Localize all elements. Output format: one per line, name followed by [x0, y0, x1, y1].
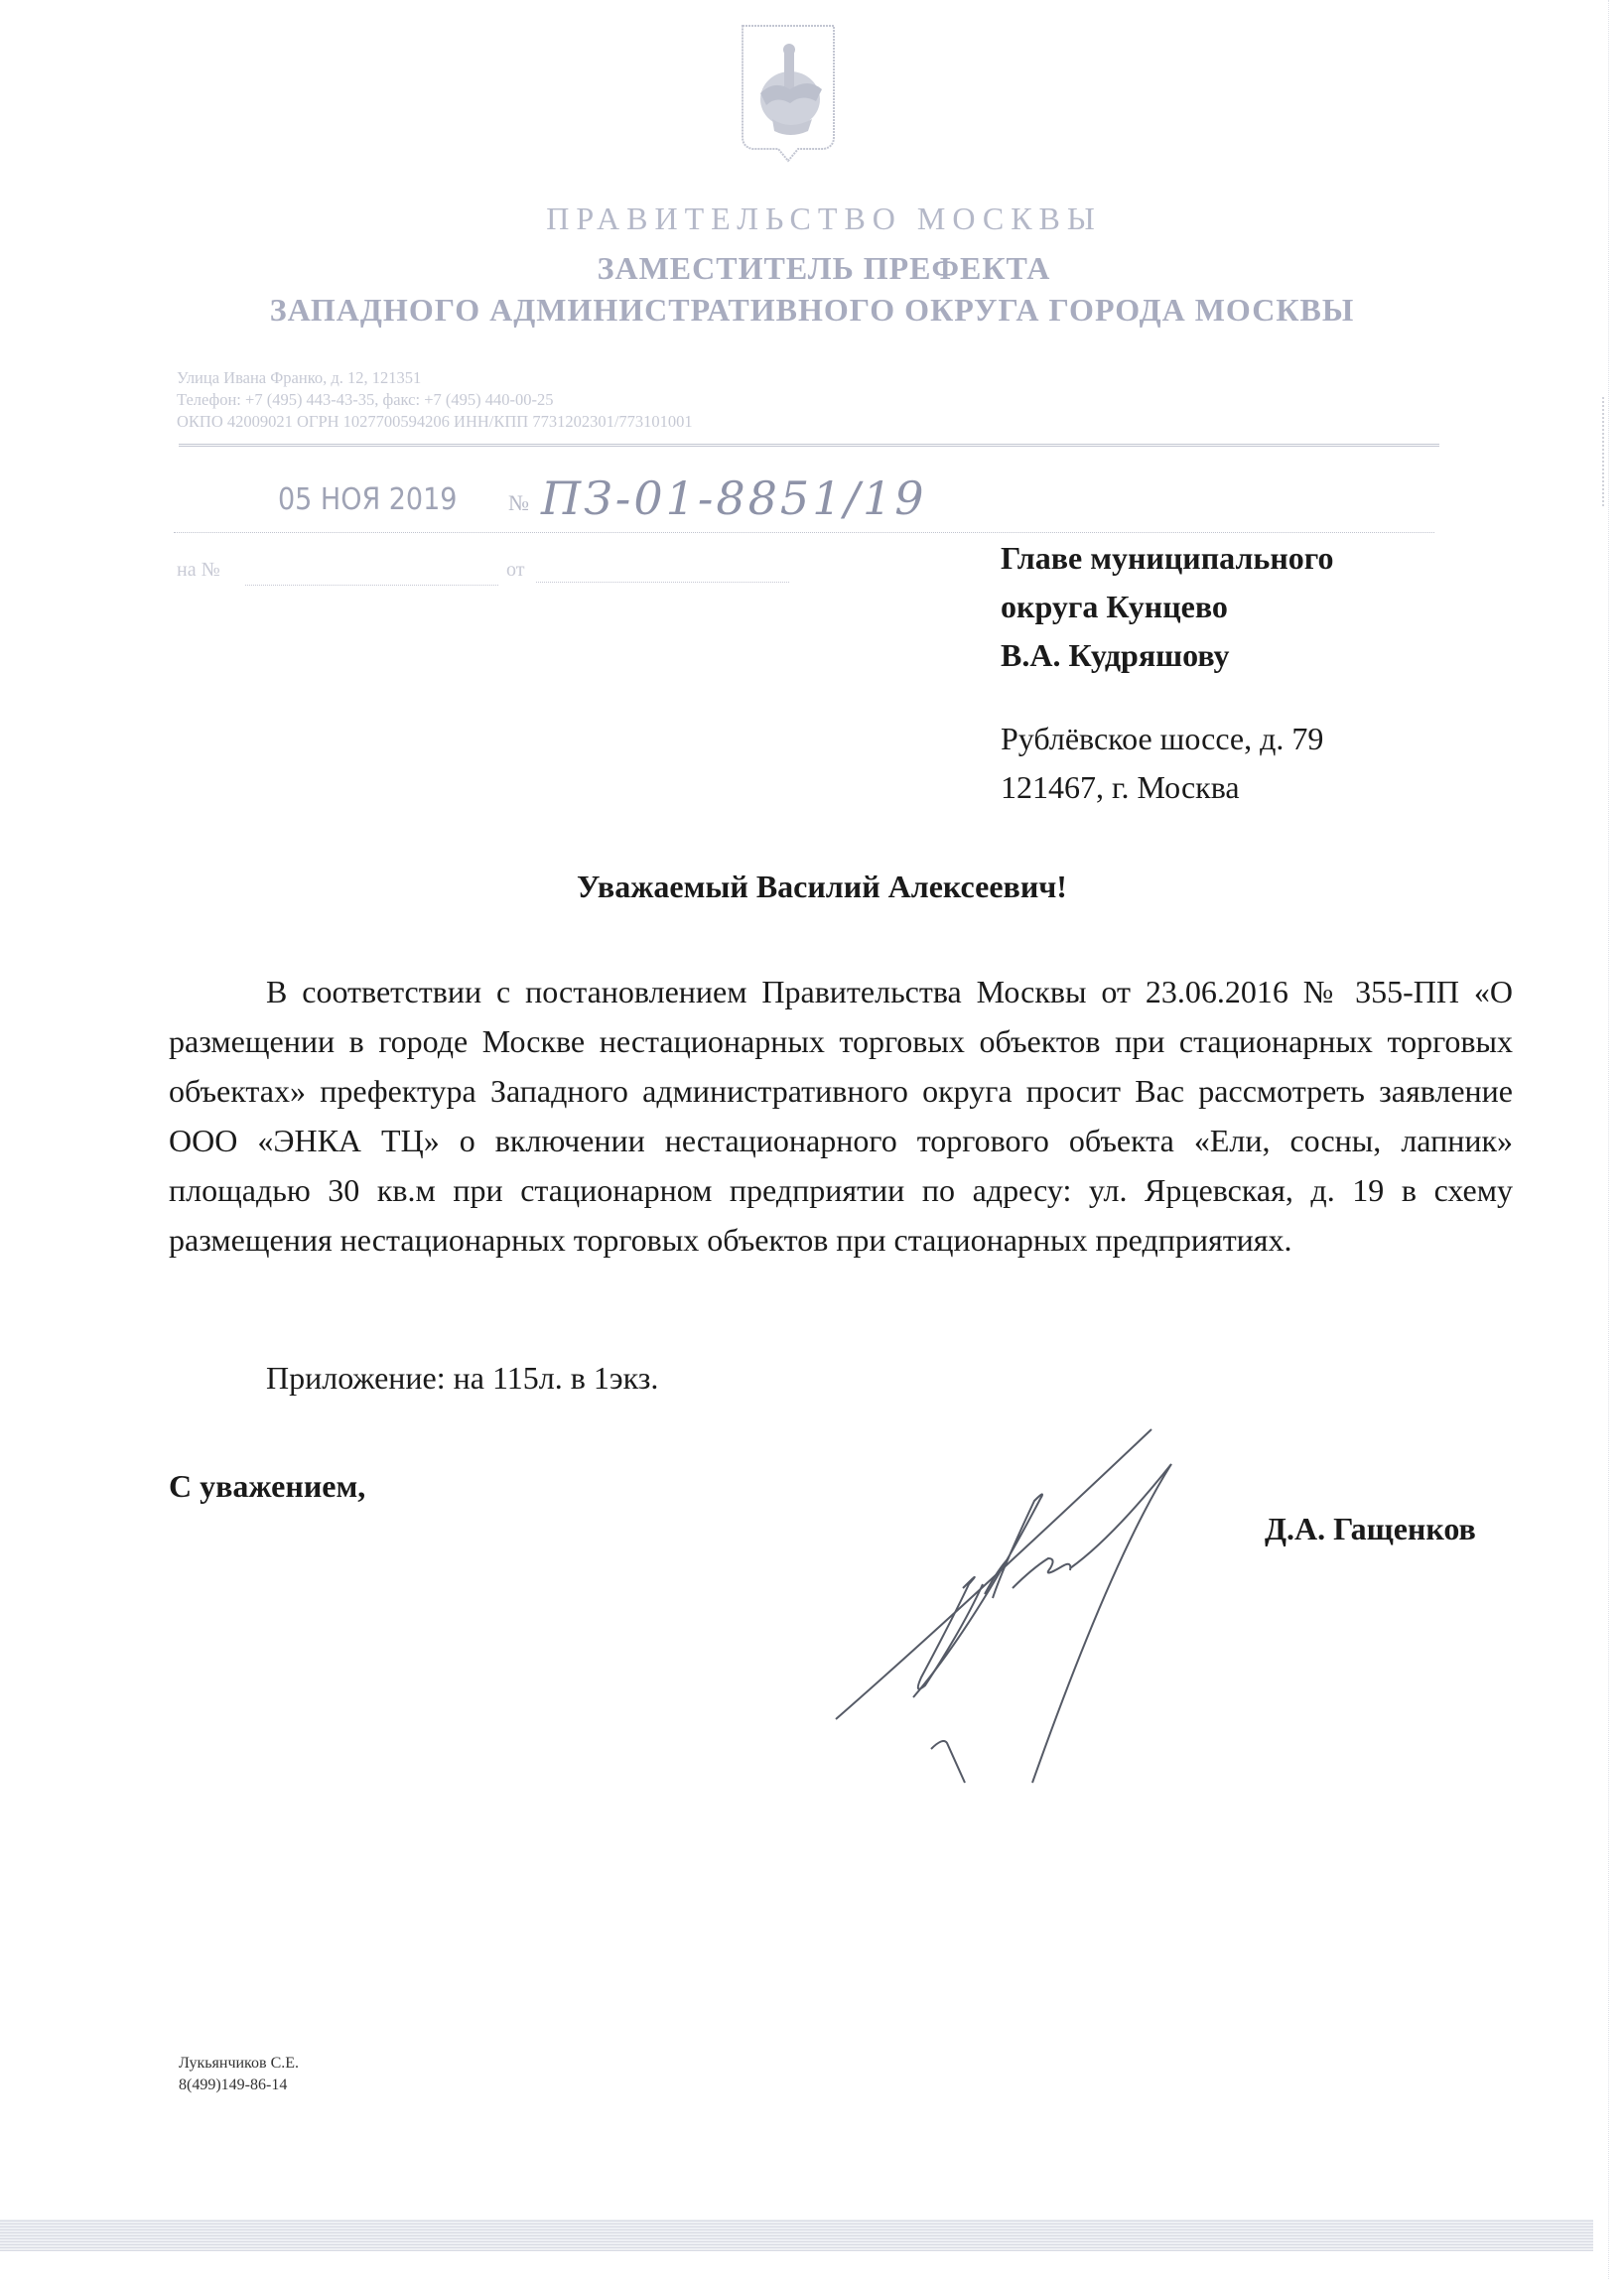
scan-artifact-band — [0, 2219, 1593, 2251]
addressee-postal-address — [1001, 715, 1323, 812]
closing-regards: С уважением, — [169, 1468, 366, 1504]
scan-edge-line — [1608, 0, 1611, 2279]
addressee-street: Рублёвское шоссе, д. 79 — [1001, 721, 1324, 756]
handwritten-signature-icon — [814, 1409, 1529, 1787]
reference-date-field — [536, 582, 789, 583]
addressee-city: 121467, г. Москва — [1001, 769, 1240, 805]
executor-info — [179, 2053, 299, 2096]
letterhead-government: ПРАВИТЕЛЬСТВО МОСКВЫ — [546, 201, 1102, 236]
body-paragraph: В соответствии с постановлением Правительства Москвы от 23.06.2016 № 355-ПП «О размещении в городе Москве нестационарных торговых объектов при стационарных торговых объектах» префектура Западного административного округа просит Вас рассмотреть заявление ООО «ЭНКА ТЦ» о включении нестационарного торгового объекта «Ели, сосны, лапник» площадью 30 кв.м при стационарном предприятии по адресу: ул. Ярцевская, д. 19 в схему размещения нестационарных торговых объектов при стационарных предприятиях. — [169, 974, 1513, 1258]
letterhead-address: Улица Ивана Франко, д. 12, 121351 — [177, 368, 422, 387]
letterhead-divider — [179, 444, 1439, 447]
reference-number-field — [245, 585, 498, 586]
reference-number-label: на № — [177, 559, 220, 581]
letterhead-registry-codes: ОКПО 42009021 ОГРН 1027700594206 ИНН/КПП 7731202301/773101001 — [177, 412, 693, 431]
executor-phone: 8(499)149-86-14 — [179, 2077, 288, 2093]
registration-date-stamp: 05 НОЯ 2019 — [278, 482, 458, 517]
signer-name: Д.А. Гащенков — [1265, 1511, 1476, 1546]
addressee-line-2: округа Кунцево — [1001, 589, 1228, 624]
letterhead-district: ЗАПАДНОГО АДМИНИСТРАТИВНОГО ОКРУГА ГОРОДА МОСКВЫ — [269, 292, 1355, 328]
letterhead-phones: Телефон: +7 (495) 443-43-35, факс: +7 (495) 440-00-25 — [177, 390, 554, 409]
registration-number: ПЗ-01-8851/19 — [541, 471, 927, 525]
addressee-name: В.А. Кудряшову — [1001, 637, 1230, 673]
registration-number-label: № — [508, 490, 529, 515]
salutation: Уважаемый Василий Алексеевич! — [577, 869, 1067, 904]
moscow-coat-of-arms-icon — [739, 20, 838, 167]
scan-margin-line — [1602, 397, 1604, 506]
reference-date-label: от — [506, 559, 525, 581]
executor-name: Лукьянчиков С.Е. — [179, 2055, 300, 2072]
registration-divider — [174, 532, 1434, 533]
addressee-line-1: Главе муниципального — [1001, 540, 1334, 576]
attachment-note: Приложение: на 115л. в 1экз. — [266, 1360, 659, 1396]
letterhead-contacts — [177, 367, 693, 433]
letter-body — [169, 967, 1513, 1265]
letterhead-position: ЗАМЕСТИТЕЛЬ ПРЕФЕКТА — [597, 250, 1051, 286]
addressee-block — [1001, 534, 1334, 680]
